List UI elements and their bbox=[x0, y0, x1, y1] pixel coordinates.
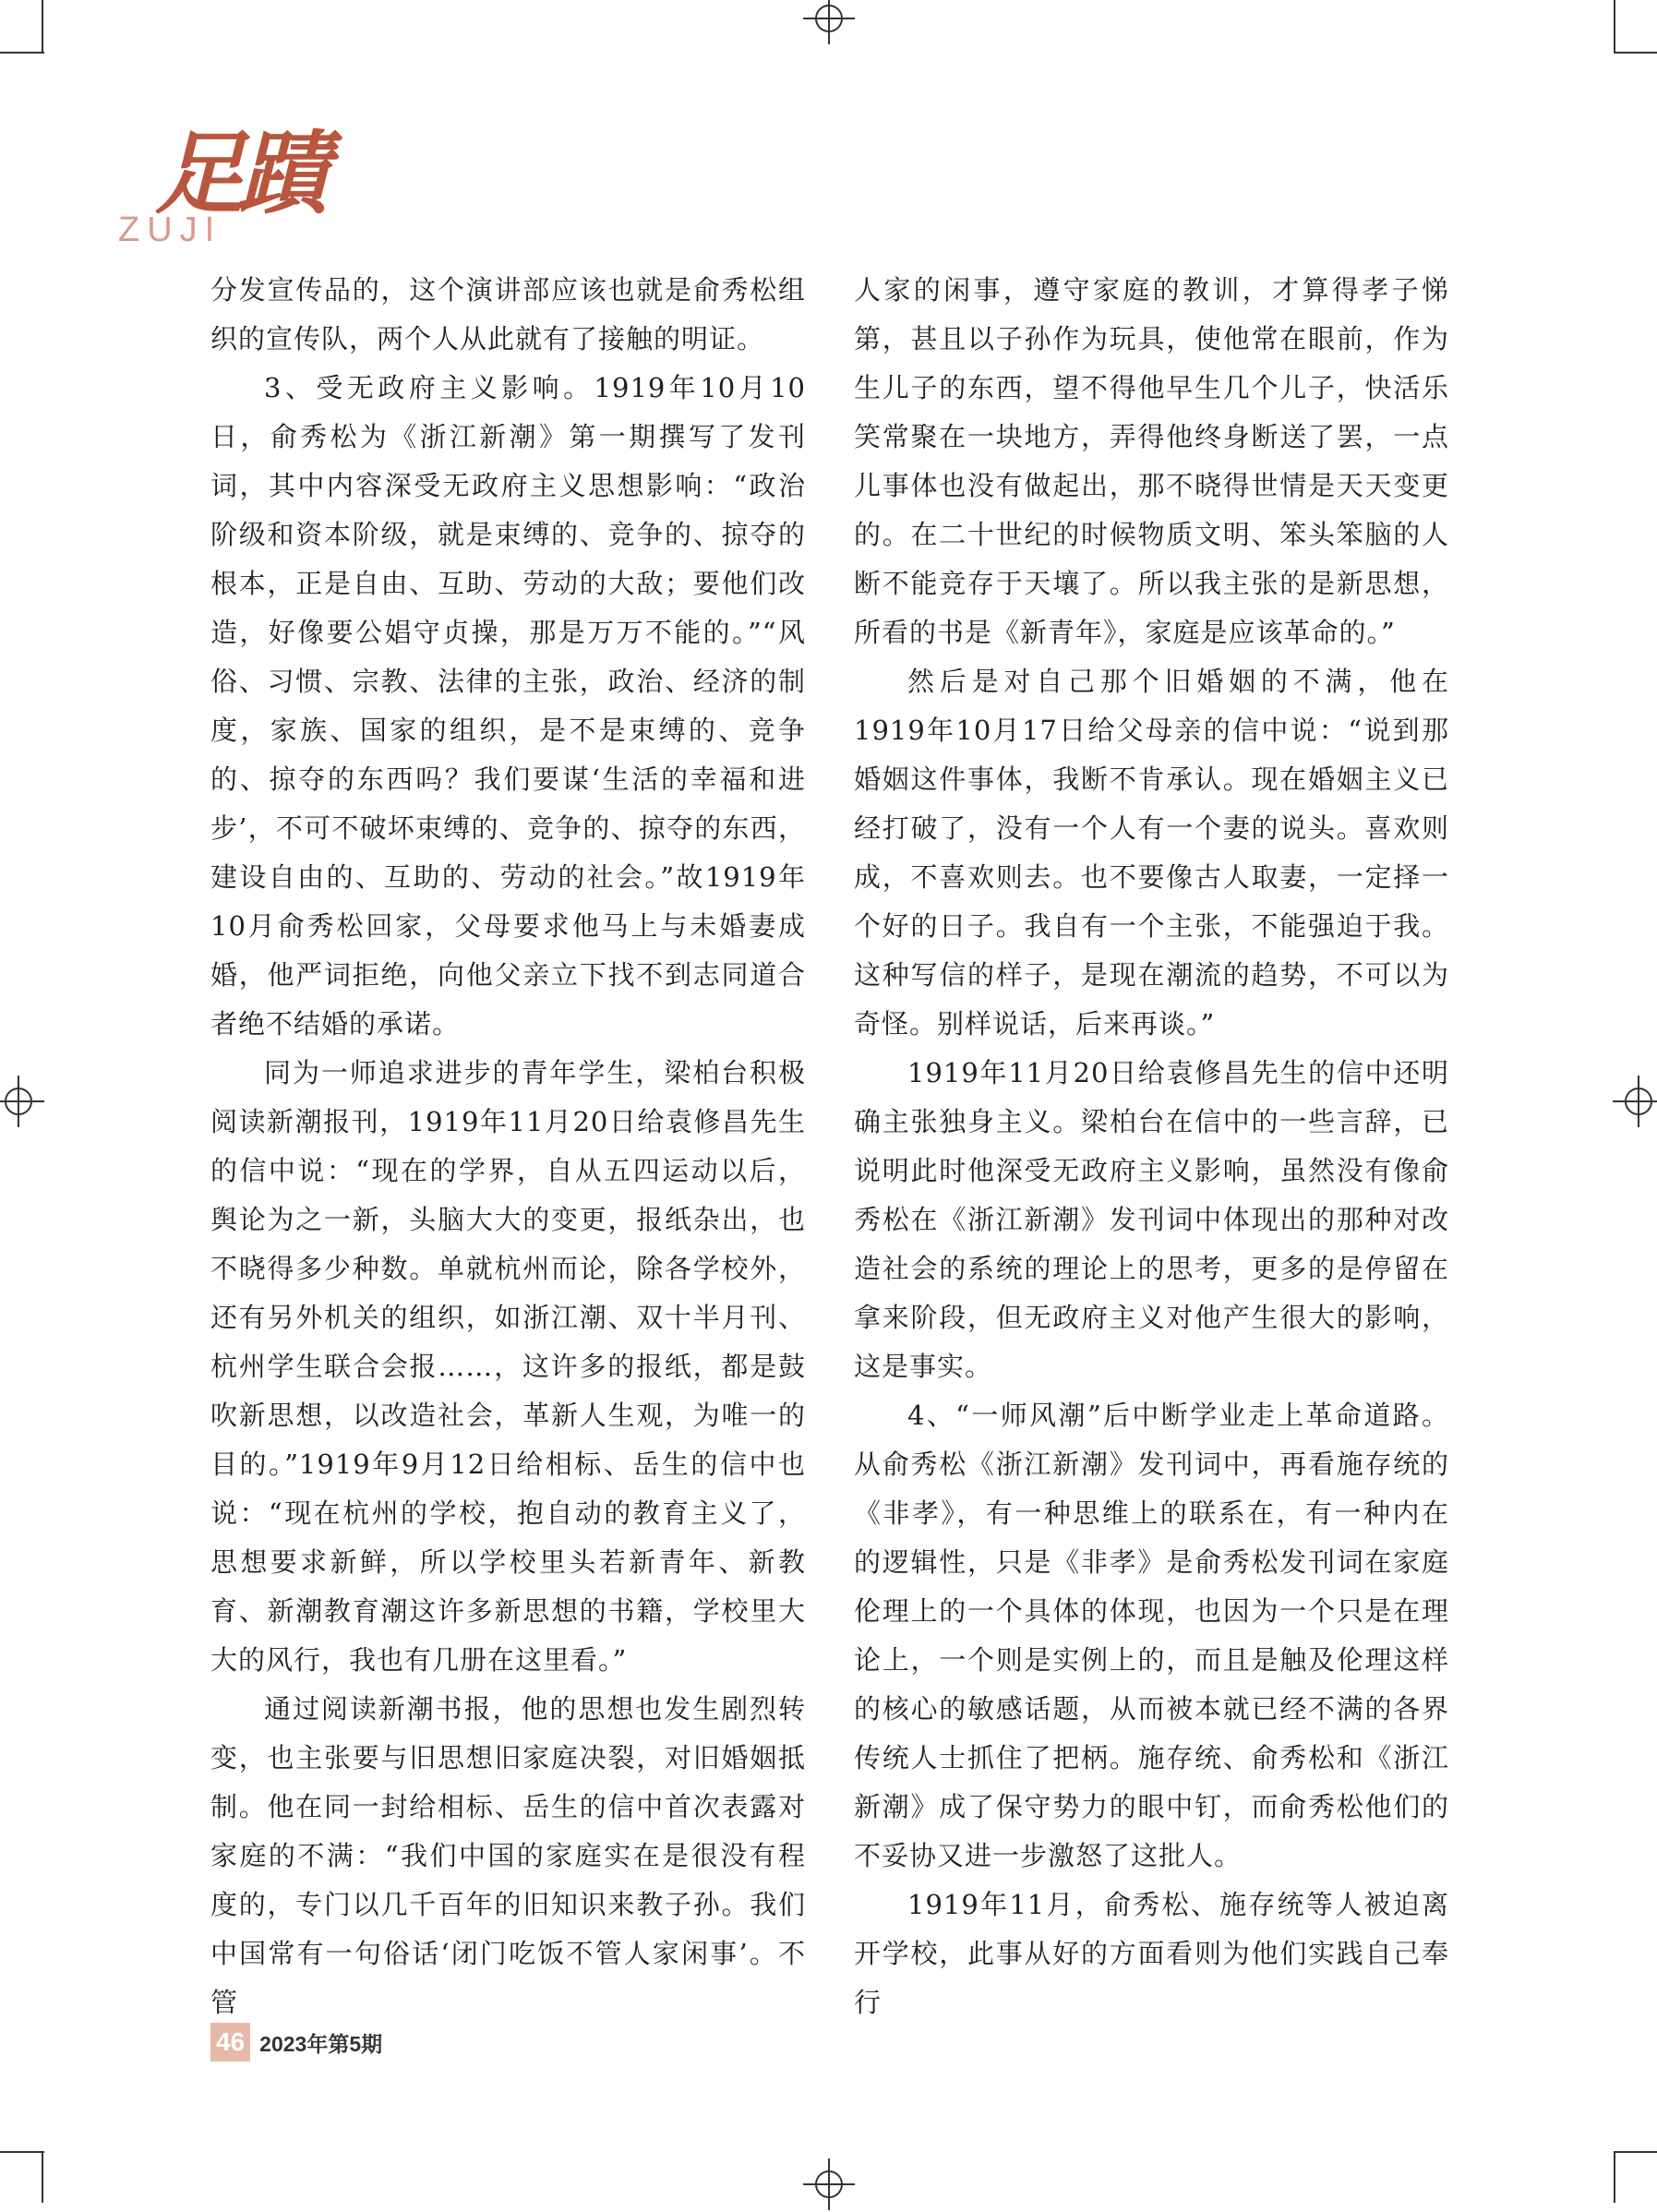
paragraph: 1919年11月，俞秀松、施存统等人被迫离开学校，此事从好的方面看则为他们实践自己奉行 bbox=[854, 1889, 1449, 2018]
right-column bbox=[854, 266, 1449, 2027]
crop-mark bbox=[1614, 0, 1615, 54]
page-number: 46 bbox=[210, 2023, 250, 2062]
paragraph: 4、“一师风潮”后中断学业走上革命道路。从俞秀松《浙江新潮》发刊词中，再看施存统的《非孝》，有一种思维上的联系在，有一种内在的逻辑性，只是《非孝》是俞秀松发刊词在家庭伦理上的一个具体的体现，也因为一个只是在理论上，一个则是实例上的，而且是触及伦理这样的核心的敏感话题，从而被本就已经不满的各界传统人士抓住了把柄。施存统、俞秀松和《浙江新潮》成了保守势力的眼中钉，而俞秀松他们的不妥协又进一步激怒了这批人。 bbox=[854, 1400, 1449, 1871]
paragraph: 然后是对自己那个旧婚姻的不满，他在1919年10月17日给父母亲的信中说：“说到那婚姻这件事体，我断不肯承认。现在婚姻主义已经打破了，没有一个人有一个妻的说头。喜欢则成，不喜欢则去。也不要像古人取妻，一定择一个好的日子。我自有一个主张，不能强迫于我。这种写信的样子，是现在潮流的趋势，不可以为奇怪。别样说话，后来再谈。” bbox=[854, 666, 1449, 1040]
section-title: 足蹟 bbox=[155, 121, 322, 227]
crop-mark bbox=[42, 0, 43, 54]
paragraph: 人家的闲事，遵守家庭的教训，才算得孝子悌第，甚且以子孙作为玩具，使他常在眼前，作为生儿子的东西，望不得他早生几个儿子，快活乐笑常聚在一块地方，弄得他终身断送了罢，一点儿事体也没有做起出，那不晓得世情是天天变更的。在二十世纪的时候物质文明、笨头笨脑的人断不能竞存于天壤了。所以我主张的是新思想，所看的书是《新青年》，家庭是应该革命的。” bbox=[854, 274, 1449, 648]
crop-mark bbox=[1614, 52, 1657, 54]
crop-mark bbox=[1614, 2151, 1657, 2153]
crop-mark bbox=[42, 2151, 43, 2203]
registration-mark bbox=[0, 1074, 46, 1129]
paragraph: 1919年11月20日给袁修昌先生的信中还明确主张独身主义。梁柏台在信中的一些言辞，已说明此时他深受无政府主义影响，虽然没有像俞秀松在《浙江新潮》发刊词中体现出的那种对改造社会的系统的理论上的思考，更多的是停留在拿来阶段，但无政府主义对他产生很大的影响，这是事实。 bbox=[854, 1057, 1449, 1382]
paragraph: 3、受无政府主义影响。1919年10月10日，俞秀松为《浙江新潮》第一期撰写了发刊词，其中内容深受无政府主义思想影响：“政治阶级和资本阶级，就是束缚的、竞争的、掠夺的根本，正是自由、互助、劳动的大敌；要他们改造，好像要公娼守贞操，那是万万不能的。”“风俗、习惯、宗教、法律的主张，政治、经济的制度，家族、国家的组织，是不是束缚的、竞争的、掠夺的东西吗？我们要谋‘生活的幸福和进步’，不可不破坏束缚的、竞争的、掠夺的东西，建设自由的、互助的、劳动的社会。”故1919年10月俞秀松回家，父母要求他马上与未婚妻成婚，他严词拒绝，向他父亲立下找不到志同道合者绝不结婚的承诺。 bbox=[210, 372, 806, 1040]
crop-mark bbox=[0, 2151, 44, 2153]
registration-mark bbox=[1611, 1074, 1657, 1129]
issue-label: 2023年第5期 bbox=[259, 2031, 383, 2056]
registration-mark bbox=[801, 0, 857, 46]
page-footer bbox=[210, 2022, 382, 2062]
paragraph: 通过阅读新潮书报，他的思想也发生剧烈转变，也主张要与旧思想旧家庭决裂，对旧婚姻抵制。他在同一封给相标、岳生的信中首次表露对家庭的不满：“我们中国的家庭实在是很没有程度的，专门以几千百年的旧知识来教子孙。我们中国常有一句俗话‘闭门吃饭不管人家闲事’。不管 bbox=[210, 1693, 806, 2018]
crop-mark bbox=[1614, 2151, 1615, 2203]
crop-mark bbox=[0, 52, 44, 54]
registration-mark bbox=[801, 2157, 857, 2212]
left-column bbox=[210, 266, 806, 2027]
paragraph: 分发宣传品的，这个演讲部应该也就是俞秀松组织的宣传队，两个人从此就有了接触的明证。 bbox=[210, 274, 806, 355]
paragraph: 同为一师追求进步的青年学生，梁柏台积极阅读新潮报刊，1919年11月20日给袁修昌先生的信中说：“现在的学界，自从五四运动以后，舆论为之一新，头脑大大的变更，报纸杂出，也不晓得多少种数。单就杭州而论，除各学校外，还有另外机关的组织，如浙江潮、双十半月刊、杭州学生联合会报……，这许多的报纸，都是鼓吹新思想，以改造社会，革新人生观，为唯一的目的。”1919年9月12日给相标、岳生的信中也说：“现在杭州的学校，抱自动的教育主义了，思想要求新鲜，所以学校里头若新青年、新教育、新潮教育潮这许多新思想的书籍，学校里大大的风行，我也有几册在这里看。” bbox=[210, 1057, 806, 1676]
section-subtitle: ZUJI bbox=[118, 210, 222, 249]
